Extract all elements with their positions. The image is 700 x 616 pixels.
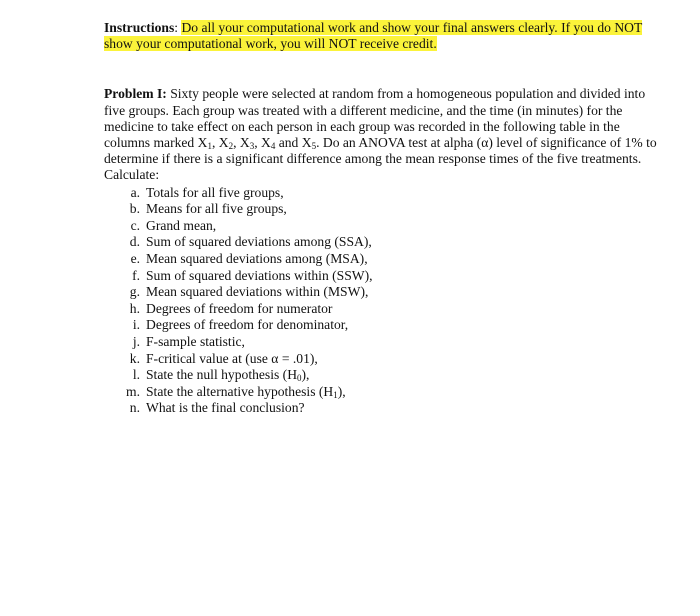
task-item: k. F-critical value at (use α = .01), [129, 350, 318, 366]
problem-var-x4: , $X_4$ [254, 135, 276, 152]
instructions-colon: : [174, 20, 182, 35]
problem-paragraph [104, 86, 664, 167]
instructions-paragraph [104, 20, 664, 52]
task-item: h. Degrees of freedom for numerator [129, 300, 333, 316]
task-item: d. Sum of squared deviations among (SSA), [129, 234, 372, 250]
task-item: b. Means for all five groups, [129, 201, 287, 217]
problem-label: Problem I [104, 86, 163, 102]
problem-colon: : [162, 86, 171, 102]
problem-text-rest: . Do an ANOVA test at alpha (α) level of significance of 1% to determine if there is a significant difference among the mean response times of the five treatments. [104, 135, 657, 167]
document-page [104, 20, 664, 417]
instructions-label: Instructions [104, 20, 175, 35]
task-item: c. Grand mean, [130, 217, 217, 233]
task-item: i. Degrees of freedom for denominator, [132, 317, 349, 333]
task-item: f. Sum of squared deviations within (SSW), [132, 267, 373, 283]
task-item: a. Totals for all five groups, [130, 184, 284, 200]
calculate-label: Calculate: [104, 167, 160, 183]
problem-var-x1: $X_1$ [197, 135, 212, 152]
problem-var-x3: , $X_3$ [233, 135, 255, 152]
task-list [104, 185, 664, 417]
task-item: m. State the alternative hypothesis $(H_1)$, [126, 383, 346, 400]
problem-var-x2: , $X_2$ [211, 135, 234, 152]
task-item: l. State the null hypothesis $(H_0)$, [132, 367, 310, 384]
task-item: n. What is the final conclusion? [129, 400, 305, 416]
task-item: e. Mean squared deviations among (MSA), [130, 251, 368, 266]
instructions-text: Do all your computational work and show your final answers clearly. If you do NOT show your computational work, you will NOT receive credit. [104, 20, 643, 52]
problem-var-x5: and $X_5$ [275, 135, 317, 152]
task-item: g. Mean squared deviations within (MSW), [129, 284, 369, 300]
task-item: j. F-sample statistic, [132, 333, 245, 349]
problem-text-intro: Sixty people were selected at random from a homogeneous population and divided into five groups. Each group was treated with a different medicine, and the time (in minutes) for the medicine to take effect on each person in each group was recorded in the following table in the columns marked [104, 86, 646, 151]
